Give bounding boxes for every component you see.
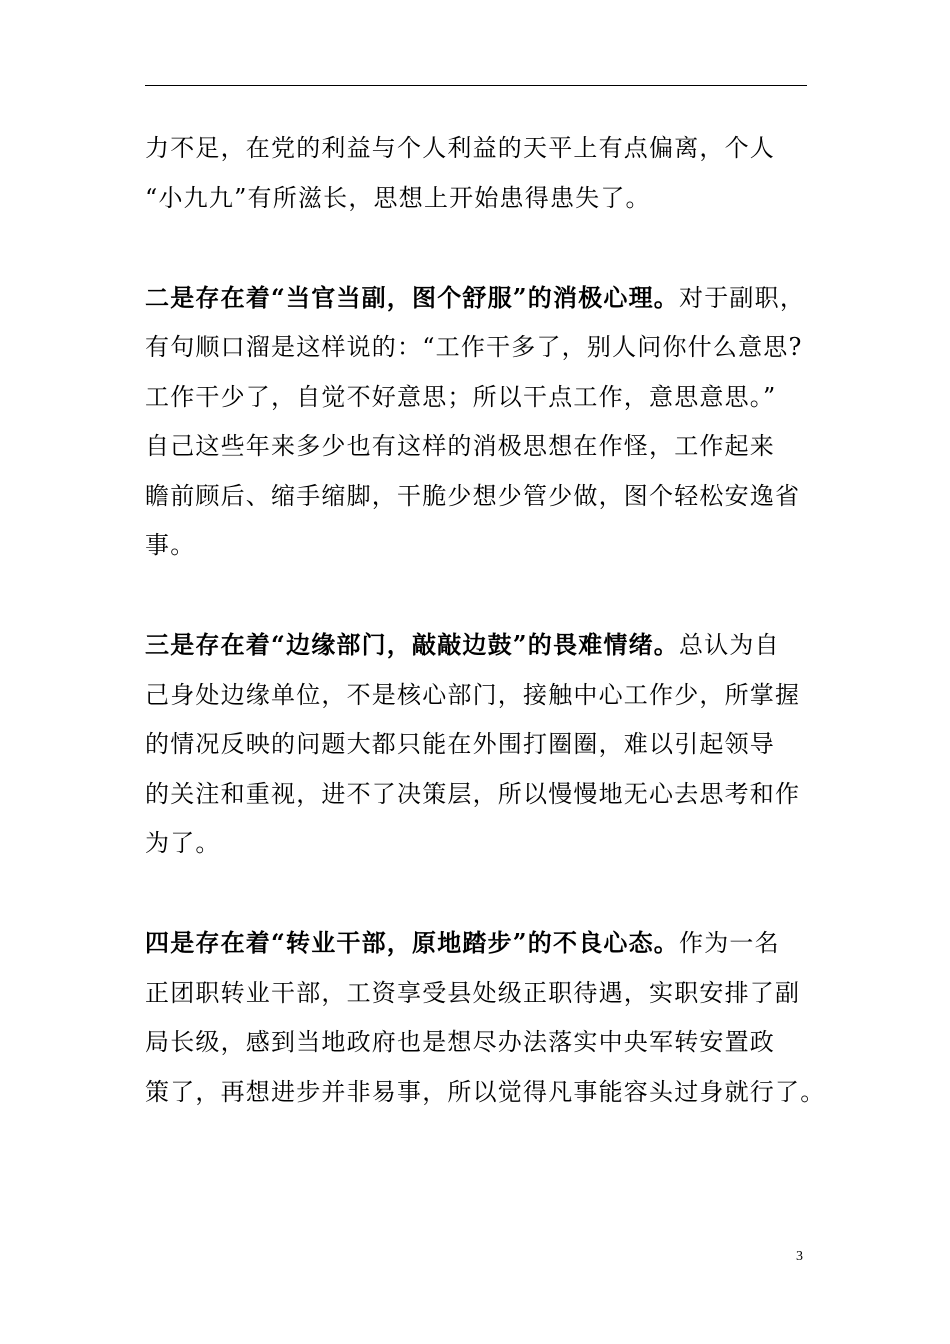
page-number: 3 [796,1249,803,1264]
paragraph-point-four [145,918,825,1117]
text-line-with-lead [145,620,825,671]
text-line: 己身处边缘单位，不是核心部门，接触中心工作少，所掌握 [145,680,801,709]
text-line: 的关注和重视，进不了决策层，所以慢慢地无心去思考和作 [145,779,801,808]
text-line: 正团职转业干部，工资享受县处级正职待遇，实职安排了副 [145,978,801,1007]
text-line: “小九九”有所滋长，思想上开始患得患失了。 [145,183,651,212]
text-line: 为了。 [145,829,221,857]
text-line: 力不足，在党的利益与个人利益的天平上有点偏离，个人 [145,134,775,162]
text-line: 的情况反映的问题大都只能在外围打圈圈，难以引起领导 [145,730,775,758]
text-line: 自己这些年来多少也有这样的消极思想在作怪，工作起来 [145,432,775,460]
document-body [145,124,825,1117]
bold-lead-sentence: 二是存在着“当官当副，图个舒服”的消极心理。 [145,282,680,312]
text-line-with-lead [145,918,825,969]
text-line: 对于副职， [679,283,806,312]
paragraph-continuation [145,124,825,223]
text-line: 工作干少了，自觉不好意思；所以干点工作，意思意思。” [145,382,777,411]
text-line: 作为一名 [679,929,780,957]
paragraph-point-three [145,620,825,869]
bold-lead-sentence: 三是存在着“边缘部门，敲敲边鼓”的畏难情绪。 [145,630,680,659]
text-line: 策了，再想进步并非易事，所以觉得凡事能容头过身就行了。 [145,1077,826,1106]
paragraph-point-two [145,273,825,571]
text-line-with-lead [145,273,825,324]
text-line: 瞻前顾后、缩手缩脚，干脆少想少管少做，图个轻松安逸省 [145,481,801,510]
text-line: 局长级，感到当地政府也是想尽办法落实中央军转安置政 [145,1028,775,1056]
header-rule [145,85,807,86]
text-line: 事。 [145,531,196,559]
text-line: 有句顺口溜是这样说的：“工作干多了，别人问你什么意思? [145,333,803,361]
text-line: 总认为自 [679,631,780,659]
bold-lead-sentence: 四是存在着“转业干部，原地踏步”的不良心态。 [145,928,680,957]
